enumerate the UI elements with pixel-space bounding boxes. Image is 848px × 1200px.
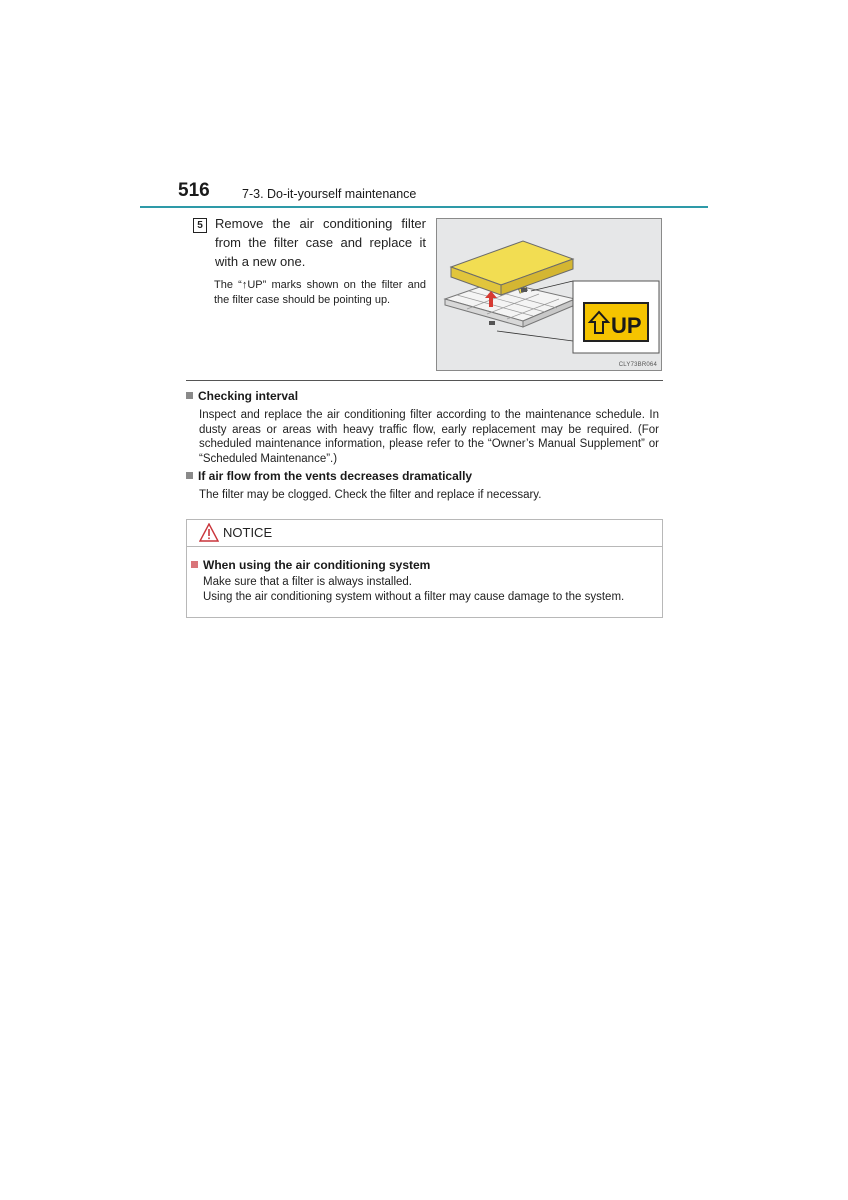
heading-text: If air flow from the vents decreases dramatically (198, 469, 473, 483)
square-bullet-icon (186, 472, 193, 479)
filter-illustration (436, 218, 662, 371)
section-divider (186, 380, 663, 381)
air-flow-heading (186, 469, 472, 483)
notice-line: Make sure that a filter is always installed. (203, 576, 413, 588)
notice-box (186, 519, 663, 618)
notice-line: Using the air conditioning system without a filter may cause damage to the system. (203, 591, 625, 603)
heading-text: Checking interval (198, 389, 299, 403)
checking-interval-text: Inspect and replace the air conditioning filter according to the maintenance schedule. In dusty areas or areas with heavy traffic flow, early replacement may be required. (For scheduled maintenance information, please refer to the “Owner’s Manual Supplement” or “Scheduled Maintenance”.) (199, 409, 659, 465)
square-bullet-icon (191, 561, 198, 568)
up-label: UP (611, 313, 642, 338)
section-title: 7-3. Do-it-yourself maintenance (242, 187, 417, 201)
header-rule (140, 206, 708, 208)
air-flow-text: The filter may be clogged. Check the filter and replace if necessary. (199, 489, 542, 501)
notice-title: NOTICE (223, 525, 273, 540)
notice-subheading-text: When using the air conditioning system (203, 558, 431, 572)
page-number: 516 (178, 180, 210, 201)
step-note: The “↑UP” marks shown on the filter and the filter case should be pointing up. (214, 279, 426, 306)
step-number-badge: 5 (193, 218, 207, 233)
filter-replacement-drawing (437, 219, 661, 370)
warning-triangle-icon (199, 523, 219, 542)
checking-interval-heading (186, 389, 298, 403)
notice-header (187, 520, 662, 547)
notice-subheading (191, 558, 430, 572)
step-instruction: Remove the air conditioning filter from the filter case and replace it with a new one. (215, 216, 426, 269)
square-bullet-icon (186, 392, 193, 399)
figure-code: CLY73BR064 (618, 362, 657, 368)
